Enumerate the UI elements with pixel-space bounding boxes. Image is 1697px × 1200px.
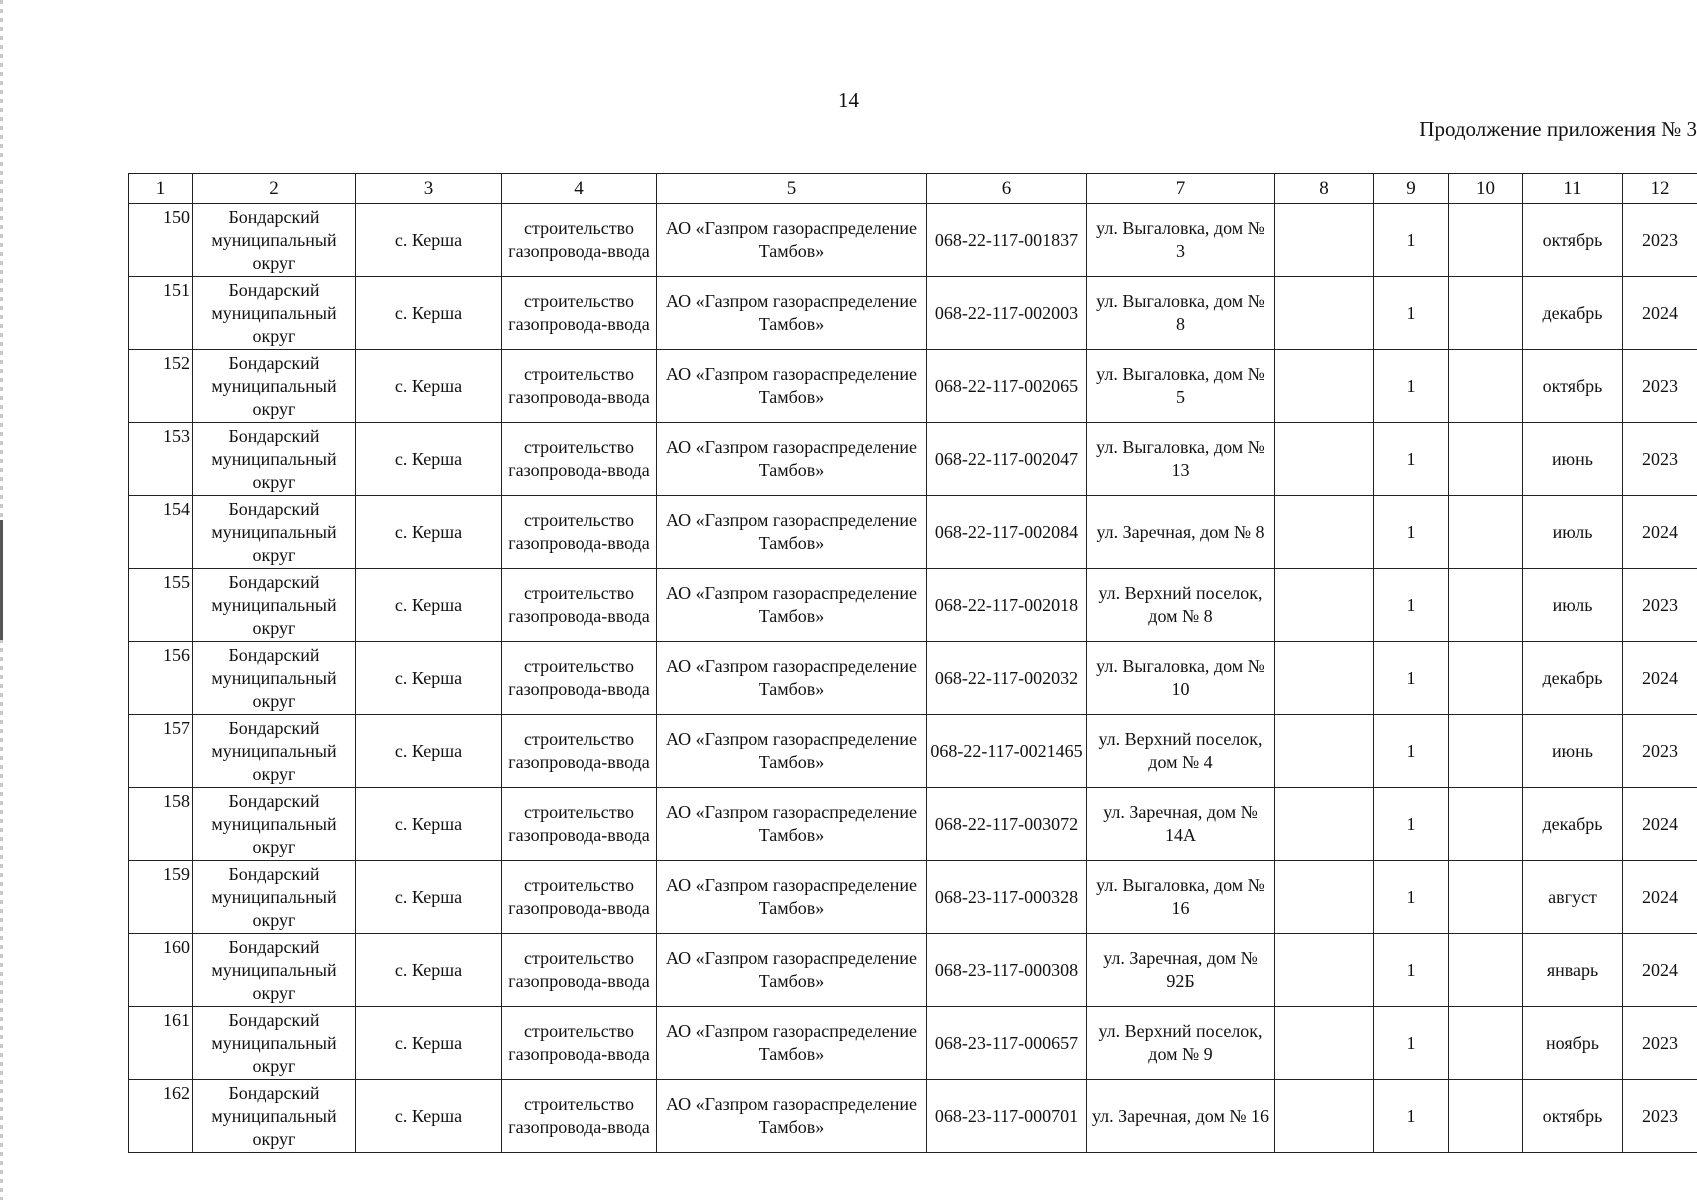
column-8-cell <box>1275 277 1374 350</box>
column-10-cell <box>1449 423 1523 496</box>
settlement-cell: с. Керша <box>356 204 502 277</box>
column-10-cell <box>1449 642 1523 715</box>
year-cell: 2023 <box>1623 350 1697 423</box>
work-type-cell: строительство газопровода-ввода <box>502 496 657 569</box>
table-row <box>129 1007 1697 1080</box>
year-cell: 2023 <box>1623 1007 1697 1080</box>
district-cell: Бондарский муниципальный округ <box>193 1007 356 1080</box>
address-cell: ул. Выгаловка, дом № 13 <box>1087 423 1275 496</box>
table-row <box>129 788 1697 861</box>
object-code-cell: 068-23-117-000328 <box>927 861 1087 934</box>
column-header-3: 3 <box>356 174 502 204</box>
work-type-cell: строительство газопровода-ввода <box>502 423 657 496</box>
column-10-cell <box>1449 277 1523 350</box>
address-cell: ул. Верхний поселок, дом № 9 <box>1087 1007 1275 1080</box>
year-cell: 2023 <box>1623 423 1697 496</box>
month-cell: январь <box>1523 934 1623 1007</box>
column-10-cell <box>1449 1007 1523 1080</box>
organization-cell: АО «Газпром газораспределение Тамбов» <box>657 861 927 934</box>
column-10-cell <box>1449 861 1523 934</box>
column-9-cell: 1 <box>1374 934 1449 1007</box>
row-number: 157 <box>129 715 193 788</box>
row-number: 160 <box>129 934 193 1007</box>
district-cell: Бондарский муниципальный округ <box>193 642 356 715</box>
address-cell: ул. Заречная, дом № 16 <box>1087 1080 1275 1153</box>
month-cell: июль <box>1523 496 1623 569</box>
column-8-cell <box>1275 350 1374 423</box>
district-cell: Бондарский муниципальный округ <box>193 350 356 423</box>
work-type-cell: строительство газопровода-ввода <box>502 277 657 350</box>
district-cell: Бондарский муниципальный округ <box>193 861 356 934</box>
address-cell: ул. Выгаловка, дом № 16 <box>1087 861 1275 934</box>
organization-cell: АО «Газпром газораспределение Тамбов» <box>657 934 927 1007</box>
scan-mark-left <box>0 520 3 640</box>
column-9-cell: 1 <box>1374 788 1449 861</box>
row-number: 151 <box>129 277 193 350</box>
object-code-cell: 068-22-117-002018 <box>927 569 1087 642</box>
settlement-cell: с. Керша <box>356 642 502 715</box>
settlement-cell: с. Керша <box>356 496 502 569</box>
settlement-cell: с. Керша <box>356 861 502 934</box>
organization-cell: АО «Газпром газораспределение Тамбов» <box>657 1007 927 1080</box>
column-header-6: 6 <box>927 174 1087 204</box>
address-cell: ул. Заречная, дом № 14А <box>1087 788 1275 861</box>
column-10-cell <box>1449 569 1523 642</box>
district-cell: Бондарский муниципальный округ <box>193 788 356 861</box>
table-row <box>129 204 1697 277</box>
object-code-cell: 068-22-117-001837 <box>927 204 1087 277</box>
row-number: 150 <box>129 204 193 277</box>
month-cell: октябрь <box>1523 204 1623 277</box>
year-cell: 2024 <box>1623 496 1697 569</box>
month-cell: август <box>1523 861 1623 934</box>
row-number: 153 <box>129 423 193 496</box>
work-type-cell: строительство газопровода-ввода <box>502 861 657 934</box>
column-9-cell: 1 <box>1374 350 1449 423</box>
address-cell: ул. Верхний поселок, дом № 8 <box>1087 569 1275 642</box>
work-type-cell: строительство газопровода-ввода <box>502 715 657 788</box>
table-row <box>129 715 1697 788</box>
address-cell: ул. Выгаловка, дом № 3 <box>1087 204 1275 277</box>
column-8-cell <box>1275 569 1374 642</box>
column-8-cell <box>1275 642 1374 715</box>
address-cell: ул. Выгаловка, дом № 5 <box>1087 350 1275 423</box>
work-type-cell: строительство газопровода-ввода <box>502 788 657 861</box>
object-code-cell: 068-22-117-002084 <box>927 496 1087 569</box>
row-number: 152 <box>129 350 193 423</box>
object-code-cell: 068-23-117-000308 <box>927 934 1087 1007</box>
organization-cell: АО «Газпром газораспределение Тамбов» <box>657 642 927 715</box>
column-10-cell <box>1449 1080 1523 1153</box>
table-row <box>129 1080 1697 1153</box>
table-row <box>129 934 1697 1007</box>
settlement-cell: с. Керша <box>356 934 502 1007</box>
organization-cell: АО «Газпром газораспределение Тамбов» <box>657 1080 927 1153</box>
table-row <box>129 277 1697 350</box>
column-9-cell: 1 <box>1374 1007 1449 1080</box>
column-8-cell <box>1275 861 1374 934</box>
year-cell: 2023 <box>1623 1080 1697 1153</box>
month-cell: декабрь <box>1523 788 1623 861</box>
district-cell: Бондарский муниципальный округ <box>193 934 356 1007</box>
row-number: 156 <box>129 642 193 715</box>
row-number: 162 <box>129 1080 193 1153</box>
year-cell: 2024 <box>1623 934 1697 1007</box>
settlement-cell: с. Керша <box>356 423 502 496</box>
month-cell: декабрь <box>1523 277 1623 350</box>
month-cell: июнь <box>1523 715 1623 788</box>
organization-cell: АО «Газпром газораспределение Тамбов» <box>657 496 927 569</box>
column-9-cell: 1 <box>1374 1080 1449 1153</box>
table-row <box>129 642 1697 715</box>
address-cell: ул. Верхний поселок, дом № 4 <box>1087 715 1275 788</box>
object-code-cell: 068-22-117-002032 <box>927 642 1087 715</box>
column-9-cell: 1 <box>1374 496 1449 569</box>
column-10-cell <box>1449 715 1523 788</box>
column-header-1: 1 <box>129 174 193 204</box>
month-cell: ноябрь <box>1523 1007 1623 1080</box>
column-8-cell <box>1275 1007 1374 1080</box>
row-number: 161 <box>129 1007 193 1080</box>
column-header-8: 8 <box>1275 174 1374 204</box>
column-9-cell: 1 <box>1374 423 1449 496</box>
address-cell: ул. Заречная, дом № 92Б <box>1087 934 1275 1007</box>
appendix-table <box>128 173 1697 1153</box>
column-8-cell <box>1275 1080 1374 1153</box>
column-8-cell <box>1275 934 1374 1007</box>
district-cell: Бондарский муниципальный округ <box>193 1080 356 1153</box>
settlement-cell: с. Керша <box>356 788 502 861</box>
work-type-cell: строительство газопровода-ввода <box>502 204 657 277</box>
organization-cell: АО «Газпром газораспределение Тамбов» <box>657 788 927 861</box>
column-8-cell <box>1275 496 1374 569</box>
object-code-cell: 068-23-117-000701 <box>927 1080 1087 1153</box>
settlement-cell: с. Керша <box>356 350 502 423</box>
district-cell: Бондарский муниципальный округ <box>193 277 356 350</box>
column-8-cell <box>1275 423 1374 496</box>
organization-cell: АО «Газпром газораспределение Тамбов» <box>657 204 927 277</box>
address-cell: ул. Заречная, дом № 8 <box>1087 496 1275 569</box>
column-10-cell <box>1449 496 1523 569</box>
month-cell: июнь <box>1523 423 1623 496</box>
table-body <box>129 204 1697 1153</box>
column-10-cell <box>1449 204 1523 277</box>
table-row <box>129 496 1697 569</box>
district-cell: Бондарский муниципальный округ <box>193 496 356 569</box>
year-cell: 2024 <box>1623 277 1697 350</box>
address-cell: ул. Выгаловка, дом № 10 <box>1087 642 1275 715</box>
month-cell: октябрь <box>1523 1080 1623 1153</box>
column-header-5: 5 <box>657 174 927 204</box>
column-10-cell <box>1449 788 1523 861</box>
settlement-cell: с. Керша <box>356 569 502 642</box>
object-code-cell: 068-22-117-002047 <box>927 423 1087 496</box>
table-row <box>129 350 1697 423</box>
column-10-cell <box>1449 934 1523 1007</box>
work-type-cell: строительство газопровода-ввода <box>502 350 657 423</box>
column-header-9: 9 <box>1374 174 1449 204</box>
table-row <box>129 861 1697 934</box>
column-9-cell: 1 <box>1374 277 1449 350</box>
continuation-heading: Продолжение приложения № 3 <box>1419 117 1697 141</box>
year-cell: 2023 <box>1623 204 1697 277</box>
organization-cell: АО «Газпром газораспределение Тамбов» <box>657 277 927 350</box>
column-header-2: 2 <box>193 174 356 204</box>
work-type-cell: строительство газопровода-ввода <box>502 642 657 715</box>
row-number: 154 <box>129 496 193 569</box>
district-cell: Бондарский муниципальный округ <box>193 423 356 496</box>
district-cell: Бондарский муниципальный округ <box>193 715 356 788</box>
header-row <box>129 174 1697 204</box>
work-type-cell: строительство газопровода-ввода <box>502 934 657 1007</box>
object-code-cell: 068-22-117-003072 <box>927 788 1087 861</box>
year-cell: 2024 <box>1623 861 1697 934</box>
district-cell: Бондарский муниципальный округ <box>193 569 356 642</box>
object-code-cell: 068-22-117-0021465 <box>927 715 1087 788</box>
table-header <box>129 174 1697 204</box>
work-type-cell: строительство газопровода-ввода <box>502 1007 657 1080</box>
object-code-cell: 068-23-117-000657 <box>927 1007 1087 1080</box>
year-cell: 2023 <box>1623 569 1697 642</box>
month-cell: декабрь <box>1523 642 1623 715</box>
table-row <box>129 569 1697 642</box>
month-cell: октябрь <box>1523 350 1623 423</box>
settlement-cell: с. Керша <box>356 715 502 788</box>
row-number: 158 <box>129 788 193 861</box>
organization-cell: АО «Газпром газораспределение Тамбов» <box>657 715 927 788</box>
month-cell: июль <box>1523 569 1623 642</box>
column-10-cell <box>1449 350 1523 423</box>
column-header-7: 7 <box>1087 174 1275 204</box>
address-cell: ул. Выгаловка, дом № 8 <box>1087 277 1275 350</box>
column-8-cell <box>1275 715 1374 788</box>
column-9-cell: 1 <box>1374 569 1449 642</box>
column-8-cell <box>1275 204 1374 277</box>
district-cell: Бондарский муниципальный округ <box>193 204 356 277</box>
object-code-cell: 068-22-117-002065 <box>927 350 1087 423</box>
column-header-12: 12 <box>1623 174 1697 204</box>
object-code-cell: 068-22-117-002003 <box>927 277 1087 350</box>
year-cell: 2024 <box>1623 642 1697 715</box>
settlement-cell: с. Керша <box>356 277 502 350</box>
settlement-cell: с. Керша <box>356 1080 502 1153</box>
settlement-cell: с. Керша <box>356 1007 502 1080</box>
row-number: 155 <box>129 569 193 642</box>
work-type-cell: строительство газопровода-ввода <box>502 1080 657 1153</box>
column-9-cell: 1 <box>1374 642 1449 715</box>
year-cell: 2023 <box>1623 715 1697 788</box>
column-header-11: 11 <box>1523 174 1623 204</box>
work-type-cell: строительство газопровода-ввода <box>502 569 657 642</box>
row-number: 159 <box>129 861 193 934</box>
year-cell: 2024 <box>1623 788 1697 861</box>
column-9-cell: 1 <box>1374 715 1449 788</box>
organization-cell: АО «Газпром газораспределение Тамбов» <box>657 350 927 423</box>
column-8-cell <box>1275 788 1374 861</box>
table-row <box>129 423 1697 496</box>
organization-cell: АО «Газпром газораспределение Тамбов» <box>657 423 927 496</box>
page-number: 14 <box>838 88 859 112</box>
organization-cell: АО «Газпром газораспределение Тамбов» <box>657 569 927 642</box>
column-9-cell: 1 <box>1374 861 1449 934</box>
column-9-cell: 1 <box>1374 204 1449 277</box>
column-header-10: 10 <box>1449 174 1523 204</box>
column-header-4: 4 <box>502 174 657 204</box>
